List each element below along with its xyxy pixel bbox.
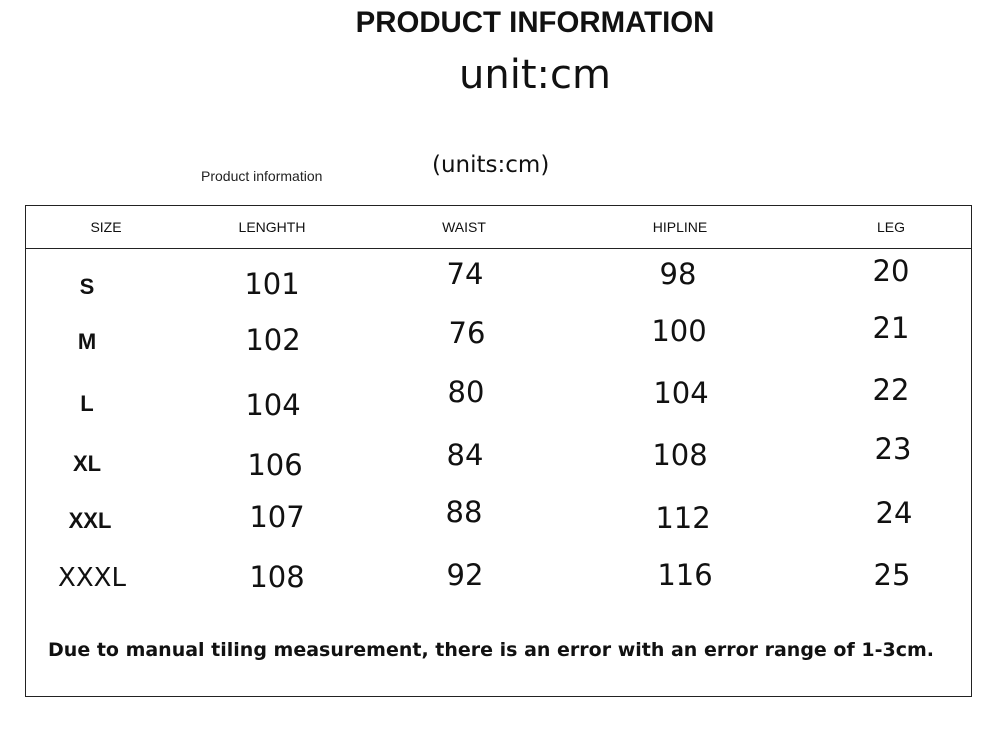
row-size: XXXL xyxy=(58,563,126,593)
row-waist: 76 xyxy=(448,316,486,350)
header-hipline: HIPLINE xyxy=(652,219,708,235)
row-hipline: 98 xyxy=(659,257,697,291)
row-leg: 23 xyxy=(874,432,912,466)
row-hipline: 116 xyxy=(657,558,713,592)
header-divider xyxy=(25,248,972,249)
row-waist: 84 xyxy=(446,438,484,472)
row-hipline: 108 xyxy=(652,438,708,472)
unit-label: unit:cm xyxy=(459,52,611,98)
header-leg: LEG xyxy=(876,219,905,235)
row-leg: 20 xyxy=(872,254,910,288)
row-size: M xyxy=(77,329,97,354)
row-length: 104 xyxy=(245,388,301,422)
row-leg: 24 xyxy=(875,496,913,530)
row-hipline: 104 xyxy=(653,376,709,410)
header-size: SIZE xyxy=(90,219,122,235)
row-length: 108 xyxy=(249,560,305,594)
row-length: 102 xyxy=(245,323,301,357)
row-size: XXL xyxy=(68,508,112,533)
row-length: 106 xyxy=(247,448,303,482)
page-title: PRODUCT INFORMATION xyxy=(355,6,715,39)
row-waist: 92 xyxy=(446,558,484,592)
measurement-note: Due to manual tiling measurement, there is an error with an error range of 1-3cm. xyxy=(48,639,934,661)
row-leg: 21 xyxy=(872,311,910,345)
row-waist: 88 xyxy=(445,495,483,529)
row-size: XL xyxy=(72,451,102,476)
row-leg: 25 xyxy=(873,558,911,592)
row-waist: 80 xyxy=(447,375,485,409)
row-leg: 22 xyxy=(872,373,910,407)
row-size: S xyxy=(79,274,95,299)
header-length: LENGHTH xyxy=(238,219,306,235)
row-size: L xyxy=(80,391,94,416)
header-waist: WAIST xyxy=(442,219,486,235)
row-hipline: 100 xyxy=(651,314,707,348)
row-waist: 74 xyxy=(446,257,484,291)
row-length: 101 xyxy=(244,267,300,301)
units-note: (units:cm) xyxy=(432,152,550,178)
subheading: Product information xyxy=(201,168,323,184)
row-length: 107 xyxy=(249,500,305,534)
row-hipline: 112 xyxy=(655,501,711,535)
